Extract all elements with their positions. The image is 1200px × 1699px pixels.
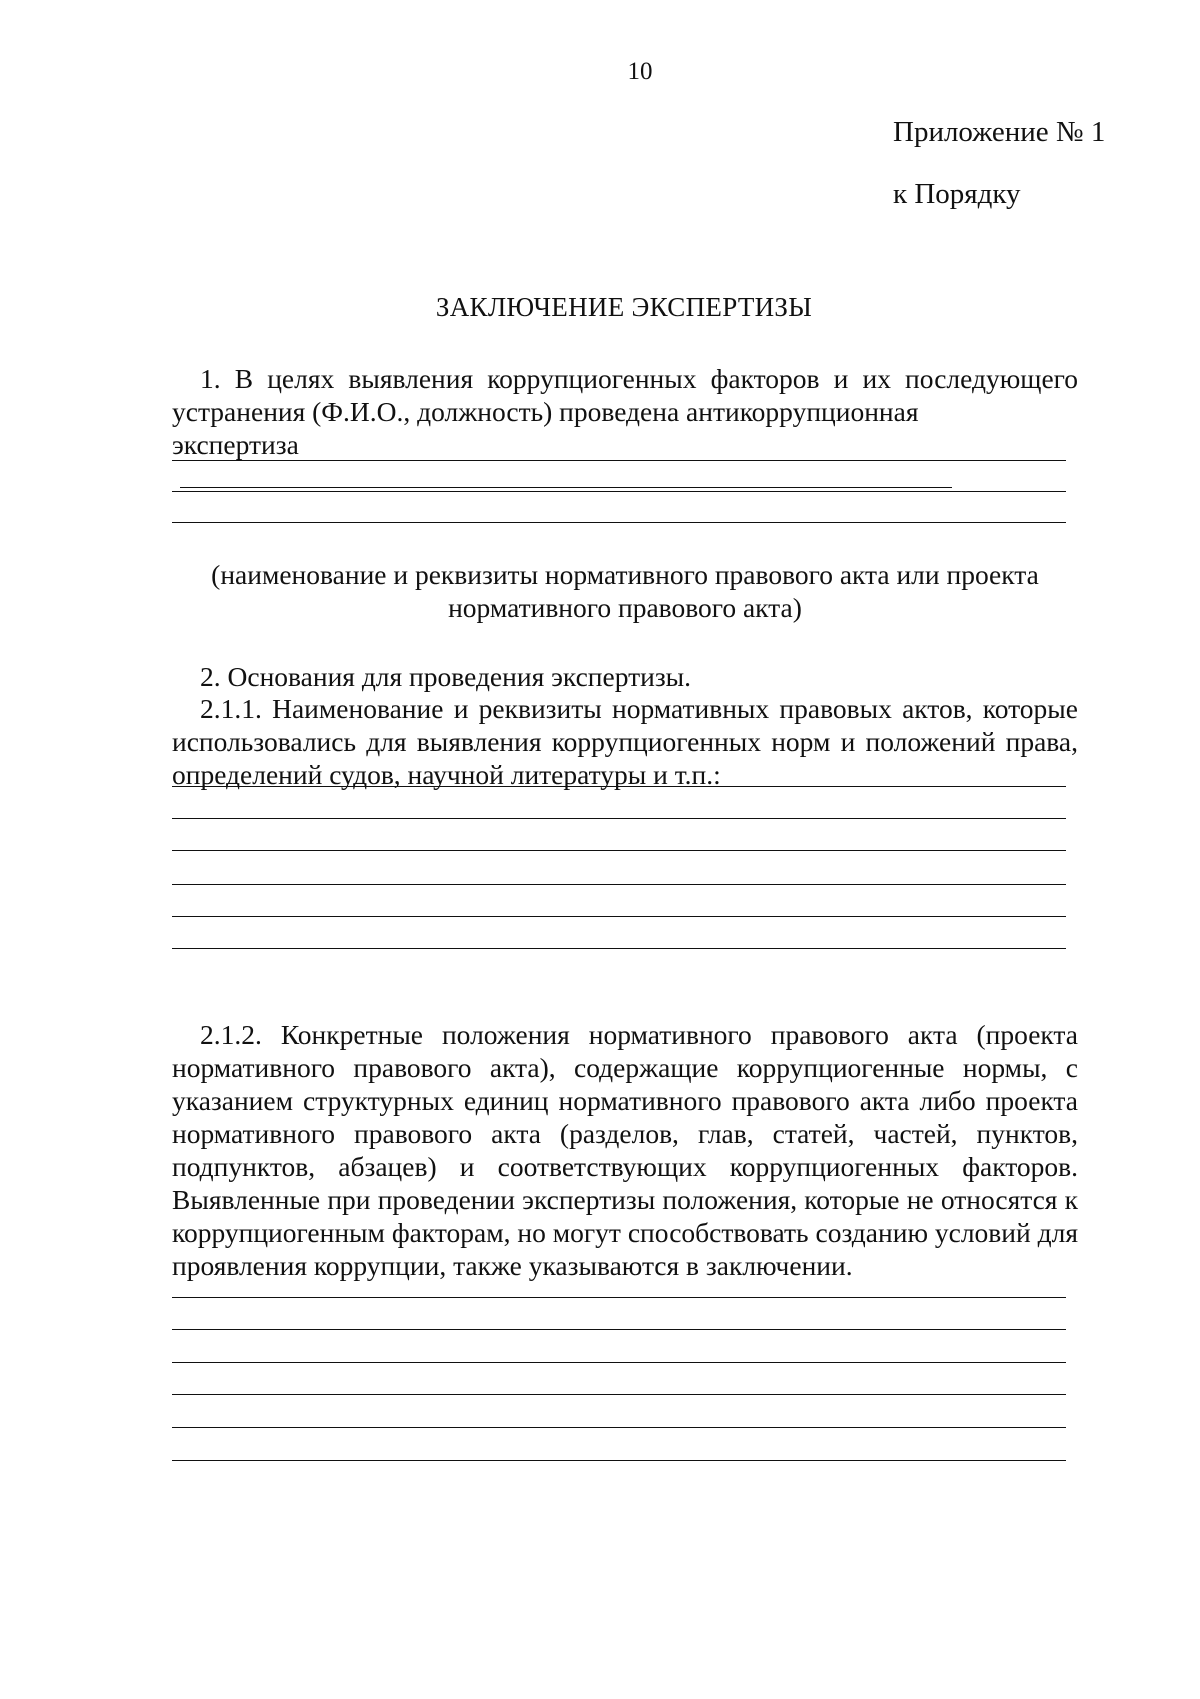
fill-line[interactable] <box>172 948 1066 949</box>
section-1-text: 1. В целях выявления коррупциогенных факторов и их последующего устранения (Ф.И.О., должность) проведена антикоррупционная <box>172 363 1078 427</box>
fill-line[interactable] <box>172 1394 1066 1395</box>
appendix-number: Приложение № 1 <box>893 116 1106 148</box>
fill-line[interactable] <box>172 1329 1066 1330</box>
fill-line[interactable] <box>172 1427 1066 1428</box>
expertise-fill-line[interactable] <box>180 461 952 488</box>
fill-line[interactable] <box>172 1362 1066 1363</box>
fill-line[interactable] <box>172 850 1066 851</box>
act-name-caption: (наименование и реквизиты нормативного правового акта или проекта нормативного правового акта) <box>211 559 1039 623</box>
fill-line[interactable] <box>172 818 1066 819</box>
fill-line[interactable] <box>172 491 1066 492</box>
expertise-field-row <box>172 428 1078 495</box>
paragraph-2-1-1: 2.1.1. Наименование и реквизиты нормативных правовых актов, которые использовались для выявления коррупциогенных норм и положений права, определений судов, научной литературы и т.п.: <box>172 693 1078 790</box>
paragraph-2-1-2: 2.1.2. Конкретные положения нормативного правового акта (проекта нормативного правового акта), содержащие коррупциогенные нормы, с указанием структурных единиц нормативного правового акта либо проекта нормативного правового акта (разделов, глав, статей, частей, пунктов, подпунктов, абзацев) и соответствующих коррупциогенных факторов. Выявленные при проведении экспертизы положения, которые не относятся к коррупциогенным факторам, но могут способствовать созданию условий для проявления коррупции, также указываются в заключении. <box>172 1019 1078 1281</box>
section-1 <box>172 362 1078 495</box>
fill-line[interactable] <box>172 916 1066 917</box>
fill-line[interactable] <box>172 522 1066 523</box>
fill-line[interactable] <box>172 884 1066 885</box>
page-number: 10 <box>627 58 653 85</box>
appendix-reference: к Порядку <box>893 178 1021 210</box>
fill-line[interactable] <box>172 1297 1066 1298</box>
fill-line[interactable] <box>172 460 1066 461</box>
expertise-label: экспертиза <box>172 429 299 460</box>
document-title: ЗАКЛЮЧЕНИЕ ЭКСПЕРТИЗЫ <box>435 292 813 322</box>
fill-line[interactable] <box>172 786 1066 787</box>
fill-line[interactable] <box>172 1460 1066 1461</box>
section-2-heading: 2. Основания для проведения экспертизы. <box>200 661 692 692</box>
